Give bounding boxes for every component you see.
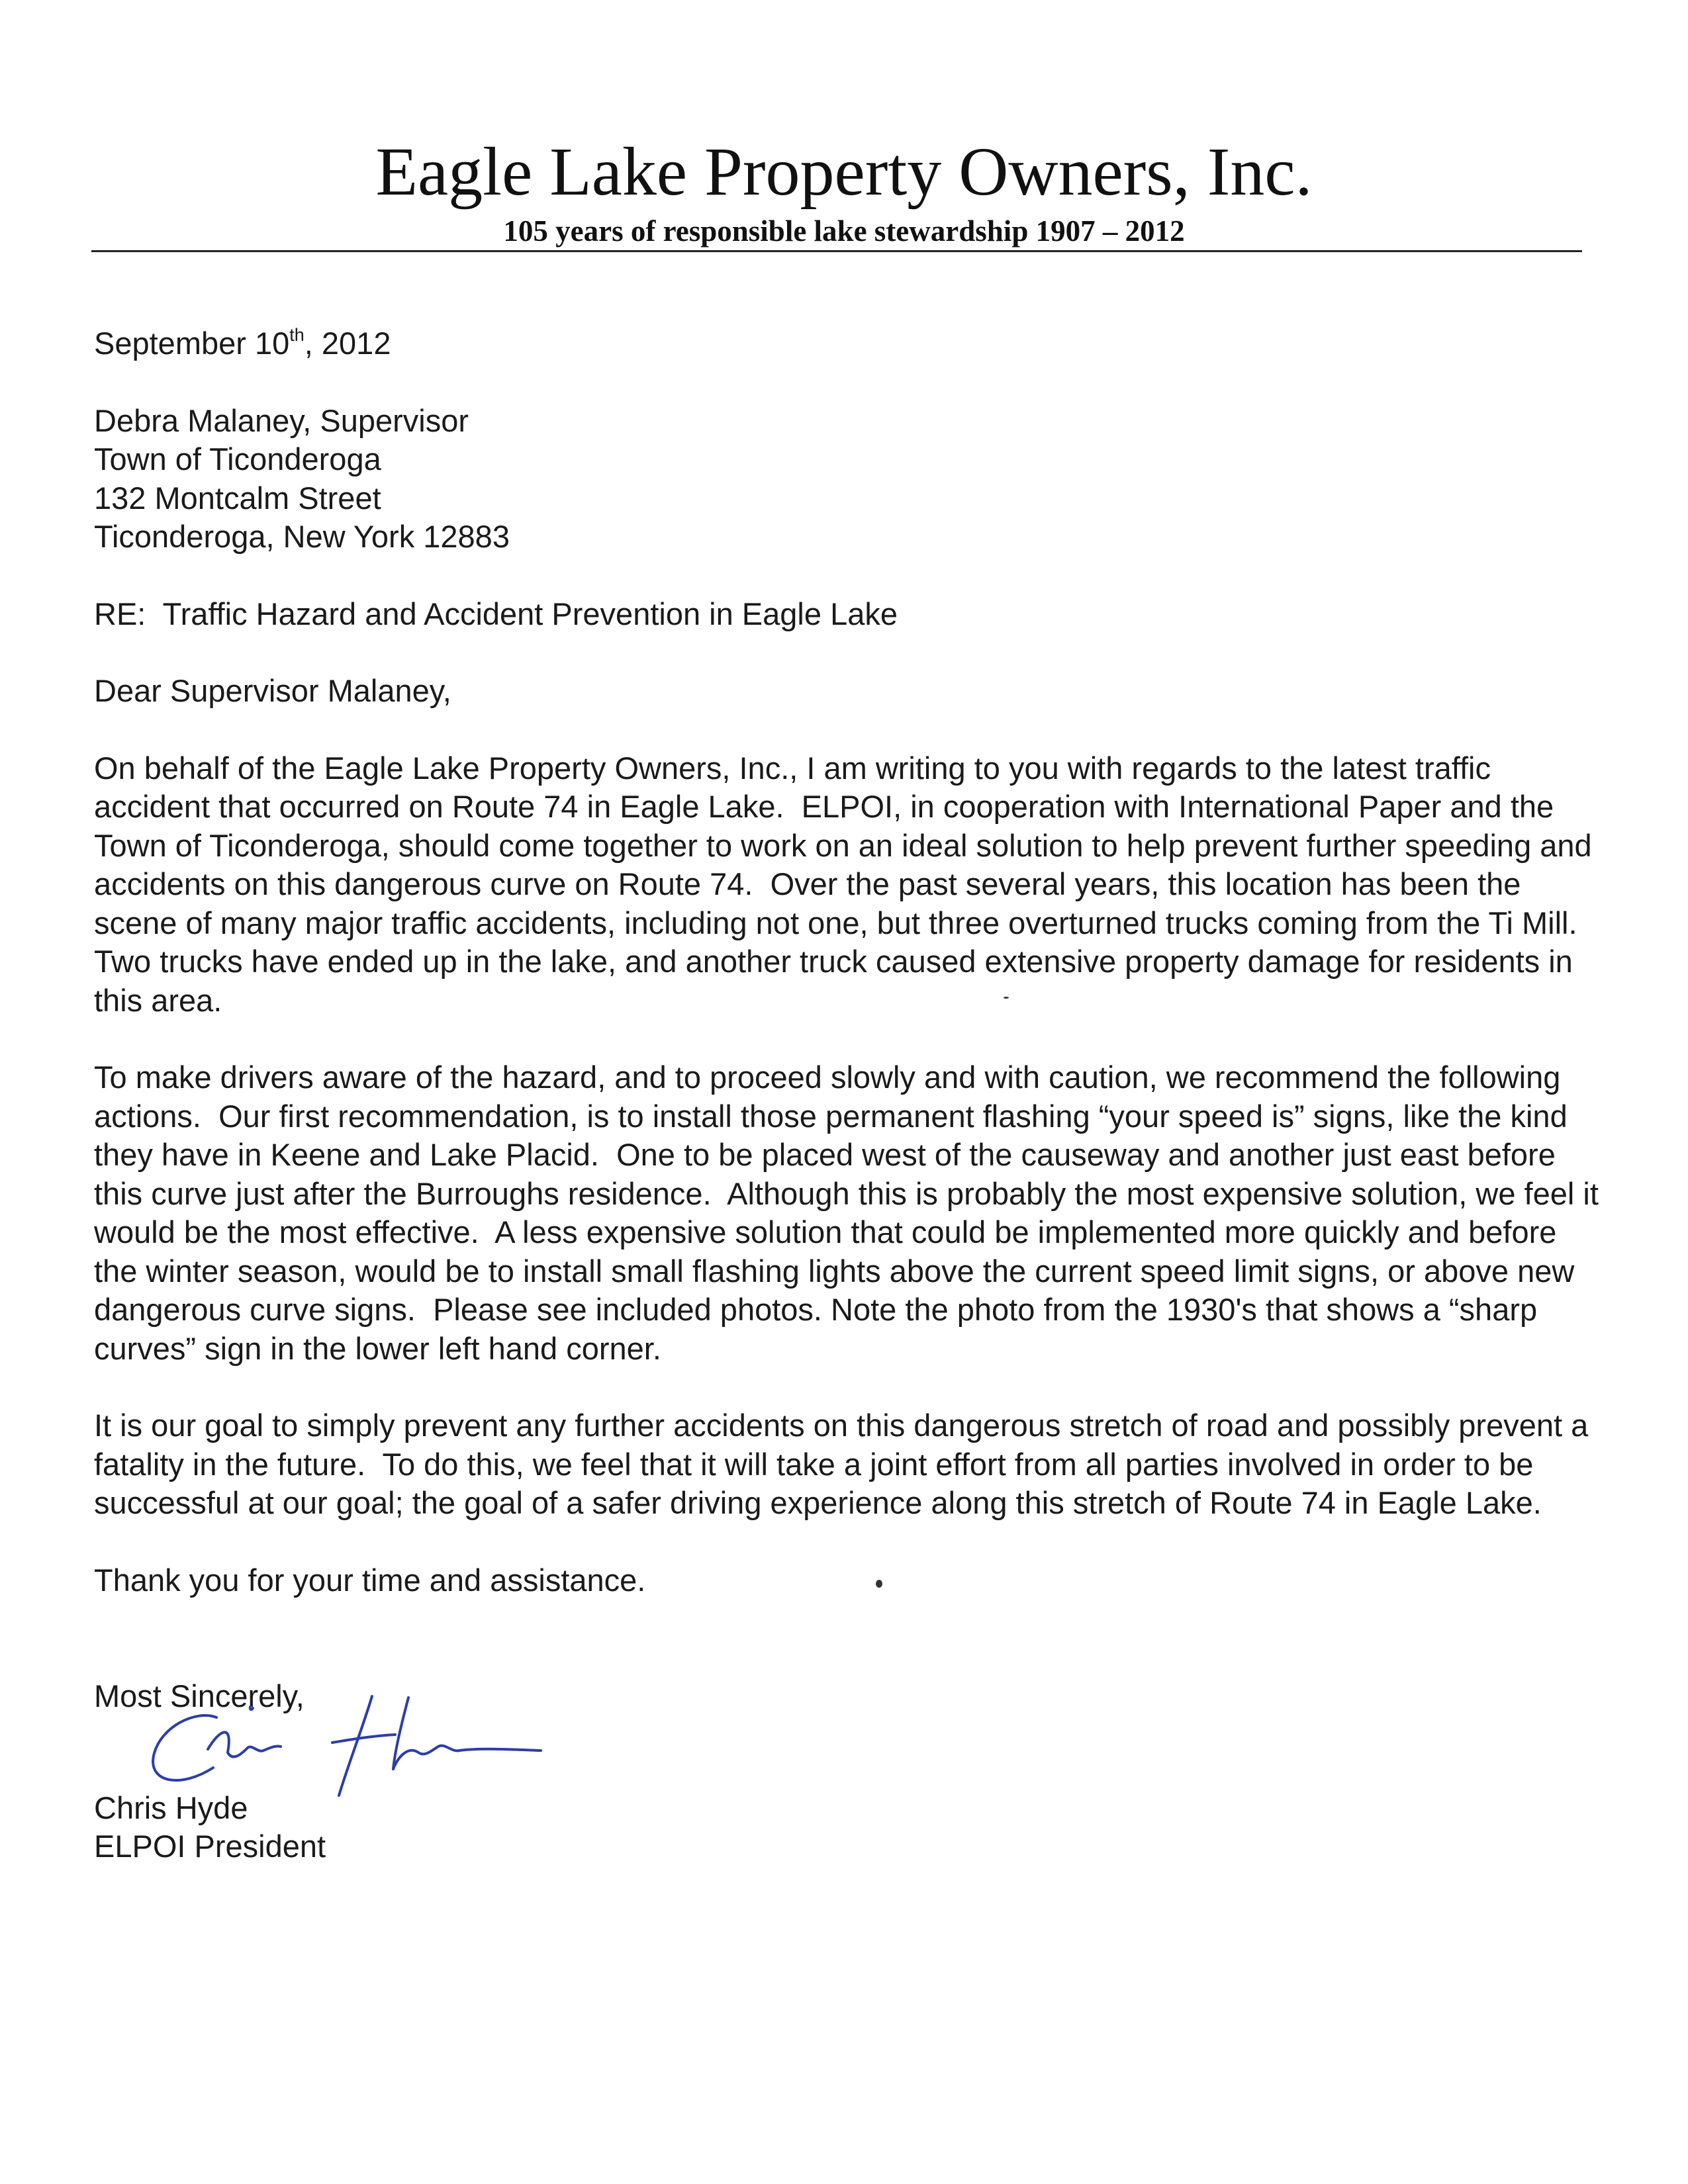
- closing-block: [94, 1677, 1603, 1866]
- date-ordinal-suffix: th: [289, 325, 305, 345]
- date-year: , 2012: [304, 326, 391, 361]
- organization-name: Eagle Lake Property Owners, Inc.: [375, 134, 1313, 210]
- date-month-day: September 10: [94, 326, 290, 361]
- signer-name: Chris Hyde: [94, 1790, 248, 1825]
- letter-body: [94, 324, 1607, 1866]
- letterhead-divider: [91, 250, 1582, 252]
- subject-line: RE: Traffic Hazard and Accident Prevention in Eagle Lake: [94, 596, 898, 631]
- recipient-organization: Town of Ticonderoga: [94, 441, 381, 477]
- body-paragraph-1: On behalf of the Eagle Lake Property Owners, Inc., I am writing to you with regards to the latest traffic accident that occurred on Route 74 in Eagle Lake. ELPOI, in cooperation with International Paper and the Town of Ticonderoga, should come together to work on an ideal solution to help prevent further speeding and accidents on this dangerous curve on Route 74. Over the past several years, this location has been the scene of many major traffic accidents, including not one, but three overturned trucks coming from the Ti Mill. Two trucks have ended up in the lake, and another truck caused extensive property damage for residents in this area.: [94, 750, 1601, 1018]
- recipient-address: [94, 402, 1603, 557]
- thanks-line: Thank you for your time and assistance.: [94, 1562, 646, 1598]
- organization-tagline: 105 years of responsible lake stewardship 1907 – 2012: [503, 214, 1185, 248]
- recipient-city: Ticonderoga, New York 12883: [94, 519, 510, 554]
- body-paragraph-3: It is our goal to simply prevent any further accidents on this dangerous stretch of road and possibly prevent a fatality in the future. To do this, we feel that it will take a joint effort from all parties involved in order to be successful at our goal; the goal of a safer driving experience along this stretch of Route 74 in Eagle Lake.: [94, 1408, 1597, 1520]
- salutation: Dear Supervisor Malaney,: [94, 673, 451, 708]
- handwritten-signature: [134, 1690, 557, 1809]
- signature-area: [94, 1716, 557, 1789]
- letter-date: [94, 324, 1603, 363]
- body-paragraph-2: To make drivers aware of the hazard, and to proceed slowly and with caution, we recommend the following actions. Our first recommendation, is to install those permanent flashing “your speed is” signs, like the kind they have in Keene and Lake Placid. One to be placed west of the causeway and another just east before this curve just after the Burroughs residence. Although this is probably the most expensive solution, we feel it would be the most effective. A less expensive solution that could be implemented more quickly and before the winter season, would be to install small flashing lights above the current speed limit signs, or above new dangerous curve signs. Please see included photos. Note the photo from the 1930's that shows a “sharp curves” sign in the lower left hand corner.: [94, 1060, 1607, 1366]
- recipient-street: 132 Montcalm Street: [94, 480, 381, 516]
- scan-speck: [1004, 997, 1009, 999]
- closing: Most Sincerely,: [94, 1678, 305, 1713]
- scan-speck: [876, 1580, 882, 1588]
- signer-title: ELPOI President: [94, 1829, 326, 1864]
- recipient-name: Debra Malaney, Supervisor: [94, 402, 469, 438]
